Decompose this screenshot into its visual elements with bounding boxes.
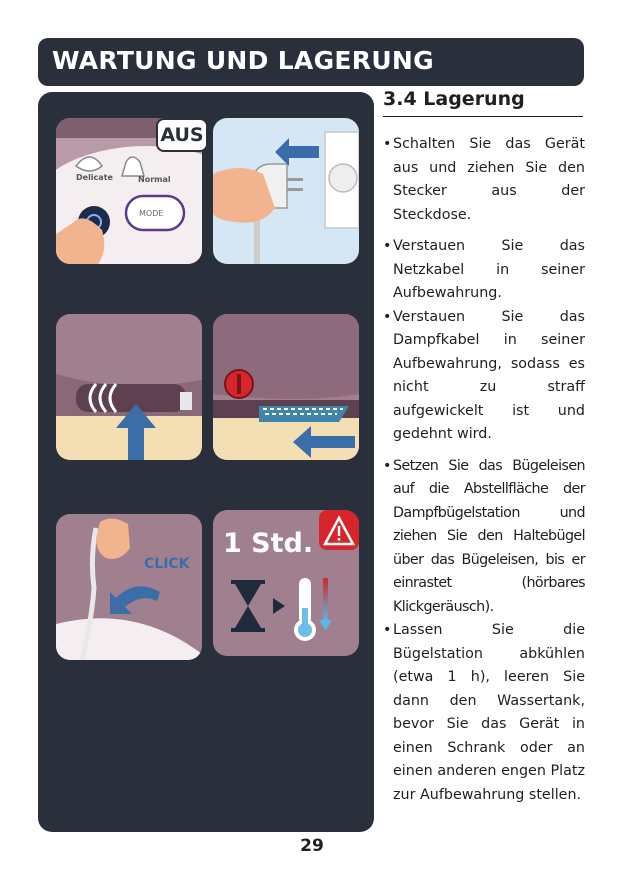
illustration-step-cool-down bbox=[213, 510, 359, 656]
badge-off: AUS bbox=[156, 118, 208, 152]
instruction-item: • Lassen Sie die Bügelstation abkühlen (etwa 1 h), leeren Sie dann den Wassertank, bevor Sie das Gerät in einen Schrank oder an einen anderen engen Platz zur Aufbewahrung stellen. bbox=[383, 619, 585, 807]
label-normal: Normal bbox=[138, 175, 171, 184]
illustration-step-lock-iron bbox=[56, 514, 202, 660]
section-title: 3.4 Lagerung bbox=[383, 88, 583, 117]
instruction-item bbox=[383, 455, 585, 620]
illustration-step-steam-cord bbox=[213, 314, 359, 460]
page-header-title: WARTUNG UND LAGERUNG bbox=[52, 46, 434, 75]
click-label: CLICK bbox=[144, 556, 190, 572]
instruction-item: • Schalten Sie das Gerät aus und ziehen Sie den Stecker aus der Steckdose. bbox=[383, 133, 585, 227]
label-delicate: Delicate bbox=[76, 173, 113, 182]
instruction-item: • Verstauen Sie das Dampfkabel in seiner Aufbewahrung, sodass es nicht zu straff aufgewickelt ist und gedehnt wird. bbox=[383, 306, 585, 447]
duration-label: 1 Std. bbox=[223, 528, 314, 559]
hand bbox=[96, 518, 130, 558]
temperature-gradient bbox=[323, 578, 328, 622]
instruction-item: • Verstauen Sie das Netzkabel in seiner Aufbewahrung. bbox=[383, 235, 585, 306]
illustration-step-cable-storage bbox=[56, 314, 202, 460]
label-mode: MODE bbox=[139, 209, 164, 218]
instruction-text: Setzen Sie das Bügeleisen auf die Abstellfläche der Dampfbügelstation und ziehen Sie den Haltebügel über das Bügeleisen, bis er einrastet (hörbares Klickgeräusch). bbox=[393, 457, 585, 615]
header-bar bbox=[38, 38, 584, 86]
page-number: 29 bbox=[300, 836, 324, 856]
illustration-step-unplug bbox=[213, 118, 359, 264]
instruction-list bbox=[383, 133, 585, 815]
